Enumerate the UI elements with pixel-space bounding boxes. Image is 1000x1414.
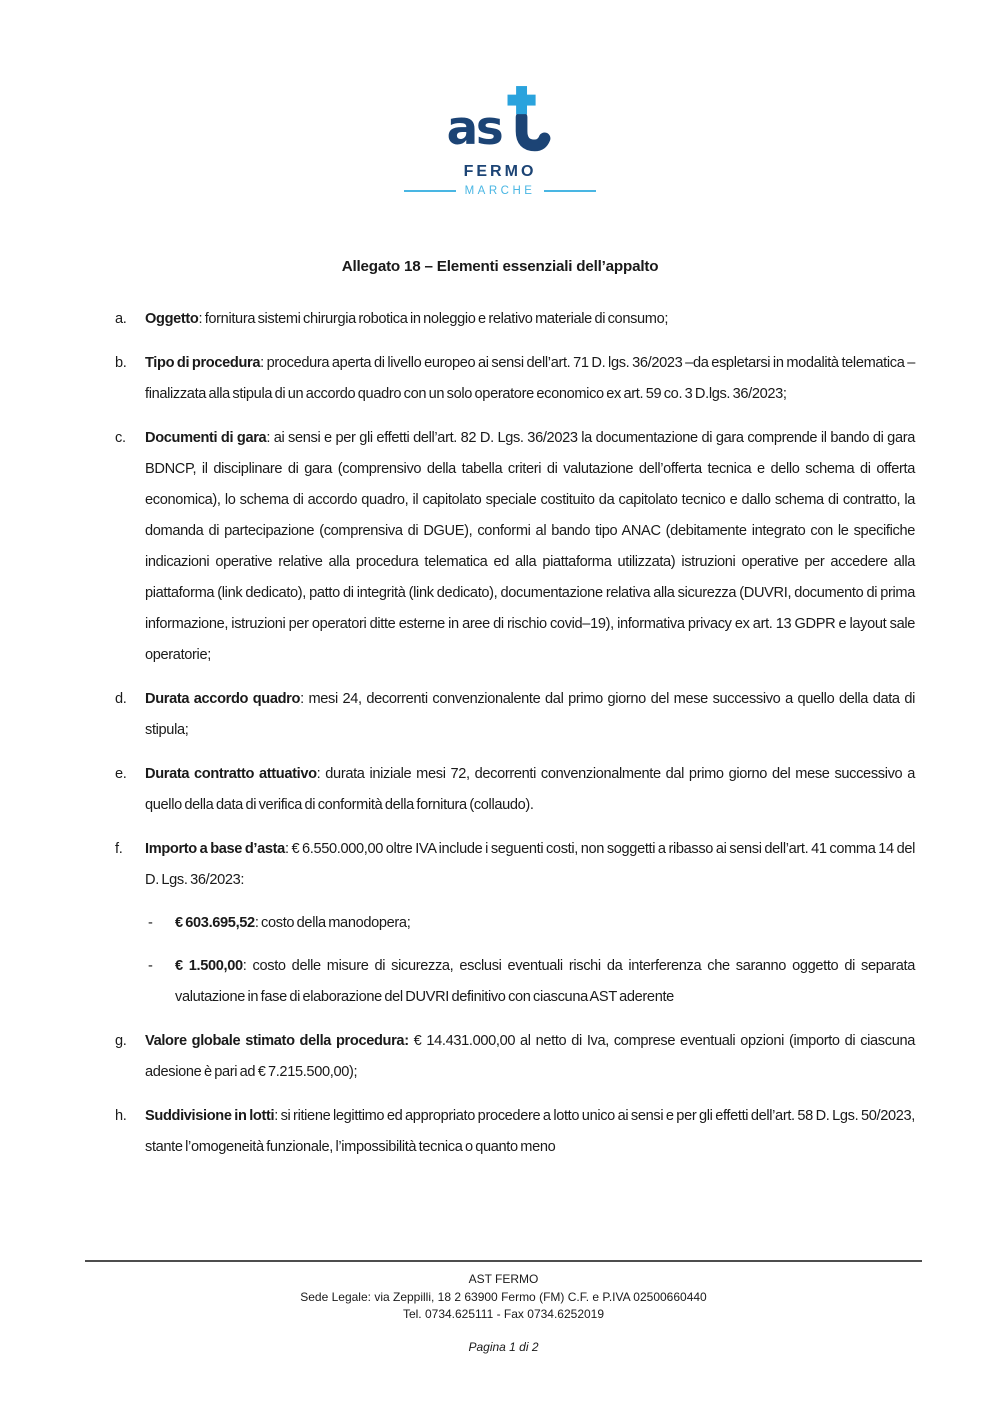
org-logo — [0, 86, 1000, 197]
item-text — [145, 759, 915, 821]
sub-item-sep: : — [254, 915, 262, 931]
item-text — [145, 1026, 915, 1088]
sub-item-dash: - — [148, 958, 153, 974]
item-sep: : — [300, 691, 309, 707]
item-body-text: si ritiene legittimo ed appropriato procedere a lotto unico ai sensi e per gli effetti dell’art. 58 D. Lgs. 50/2023, stante l’omogeneità funzionale, l’impossibilità tecnica o quanto meno — [145, 1108, 915, 1155]
footer-address: Sede Legale: via Zeppilli, 18 2 63900 Fermo (FM) C.F. e P.IVA 02500660440 — [300, 1289, 707, 1304]
sub-item-text — [175, 951, 915, 1013]
list-item-documenti-gara — [115, 423, 915, 671]
logo-fermo-label: FERMO — [463, 163, 537, 180]
sub-item-body-text: costo della manodopera; — [261, 915, 411, 931]
item-body-text: fornitura sistemi chirurgia robotica in noleggio e relativo materiale di consumo; — [204, 311, 669, 327]
item-text — [145, 423, 915, 671]
footer-org-name: AST FERMO — [468, 1272, 539, 1286]
list-item-tipo-procedura — [115, 348, 915, 410]
list-item-durata-contratto — [115, 759, 915, 821]
logo-letters-as: as — [446, 101, 501, 156]
item-body-text: durata iniziale mesi 72, decorrenti convenzionalmente dal primo giorno del mese successivo a quello della data di verifica di conformità della fornitura (collaudo). — [145, 766, 915, 813]
list-item-importo-base-asta — [115, 834, 915, 1013]
item-label: Suddivisione in lotti — [145, 1108, 275, 1124]
item-sep: : — [284, 841, 292, 857]
item-label: Durata accordo quadro — [145, 691, 301, 707]
footer-divider — [85, 1260, 922, 1262]
item-marker: a. — [115, 311, 127, 327]
item-marker: d. — [115, 691, 127, 707]
sub-item-label: € 1.500,00 — [175, 958, 243, 974]
item-marker: e. — [115, 766, 127, 782]
list-item-durata-accordo — [115, 684, 915, 746]
cost-sub-list — [145, 908, 915, 1013]
item-sep: : — [316, 766, 326, 782]
item-text — [145, 684, 915, 746]
item-label: Valore globale stimato della procedura: — [145, 1033, 409, 1049]
item-body-text: procedura aperta di livello europeo ai sensi dell’art. 71 D. lgs. 36/2023 –da espletarsi in modalità telematica –finalizzata alla stipula di un accordo quadro con un solo operatore economico ex art. 59 co. 3 D.lgs. 36/2023; — [145, 355, 915, 402]
item-body-text: € 14.431.000,00 al netto di Iva, comprese eventuali opzioni (importo di ciascuna adesione è pari ad € 7.215.500,00); — [145, 1033, 915, 1080]
page-number: Pagina 1 di 2 — [468, 1339, 539, 1354]
page-title: Allegato 18 – Elementi essenziali dell’appalto — [341, 258, 659, 275]
item-body-text: € 6.550.000,00 oltre IVA include i seguenti costi, non soggetti a ribasso ai sensi dell’art. 41 comma 14 del D. Lgs. 36/2023: — [145, 841, 916, 888]
list-item-oggetto — [115, 304, 915, 335]
item-marker: f. — [115, 841, 123, 857]
sub-item-dash: - — [148, 915, 153, 931]
list-item-suddivisione-lotti — [115, 1101, 915, 1163]
item-text — [145, 304, 915, 335]
ast-logo-icon — [442, 86, 559, 161]
item-marker: h. — [115, 1108, 127, 1124]
item-label: Documenti di gara — [145, 430, 267, 446]
sub-item-manodopera — [148, 908, 915, 939]
item-body-text: mesi 24, decorrenti convenzionalente dal primo giorno del mese successivo a quello della data di stipula; — [145, 691, 915, 738]
item-label: Importo a base d’asta — [145, 841, 285, 857]
item-sep: : — [198, 311, 205, 327]
item-marker: b. — [115, 355, 127, 371]
item-marker: g. — [115, 1033, 127, 1049]
sub-item-label: € 603.695,52 — [175, 915, 255, 931]
sub-item-sep: : — [242, 958, 253, 974]
footer-phone: Tel. 0734.625111 - Fax 0734.6252019 — [402, 1307, 605, 1321]
item-label: Durata contratto attuativo — [145, 766, 317, 782]
item-sep: : — [274, 1108, 281, 1124]
item-text — [145, 834, 915, 896]
page-footer — [85, 1260, 922, 1356]
item-label: Tipo di procedura — [145, 355, 261, 371]
logo-plus-horizontal — [507, 95, 535, 106]
item-sep: : — [266, 430, 274, 446]
logo-marche-label: MARCHE — [464, 185, 536, 197]
item-marker: c. — [115, 430, 126, 446]
item-sep: : — [260, 355, 267, 371]
logo-marche-row — [0, 185, 1000, 197]
sub-item-body-text: costo delle misure di sicurezza, esclusi eventuali rischi da interferenza che saranno oggetto di separata valutazione in fase di elaborazione del DUVRI definitivo con ciascuna AST aderente — [175, 958, 915, 1005]
sub-item-text — [175, 908, 915, 939]
item-label: Oggetto — [145, 311, 199, 327]
logo-divider-right — [544, 190, 596, 192]
item-text — [145, 348, 915, 410]
item-text — [145, 1101, 915, 1163]
sub-item-sicurezza — [148, 951, 915, 1013]
logo-letter-t-stem — [521, 117, 544, 145]
item-body-text: ai sensi e per gli effetti dell’art. 82 D. Lgs. 36/2023 la documentazione di gara comprende il bando di gara BDNCP, il disciplinare di gara (comprensivo della tabella criteri di valutazione dell’offerta tecnica e dello schema di offerta economica), lo schema di accordo quadro, il capitolato speciale costituito da capitolato tecnico e dallo schema di contratto, la domanda di partecipazione (comprensiva di DGUE), conformi al bando tipo ANAC (debitamente integrato con le specifiche indicazioni operative relative alla procedura telematica ed alla piattaforma utilizzata) istruzioni operative per accedere alla piattaforma (link dedicato), patto di integrità (link dedicato), documentazione relativa alla sicurezza (DUVRI, documento di prima informazione, istruzioni per operatori ditte esterne in aree di rischio covid–19), informativa privacy ex art. 13 GDPR e layout sale operatorie; — [145, 430, 915, 663]
clauses-list — [115, 304, 915, 1163]
list-item-valore-globale — [115, 1026, 915, 1088]
logo-divider-left — [404, 190, 456, 192]
